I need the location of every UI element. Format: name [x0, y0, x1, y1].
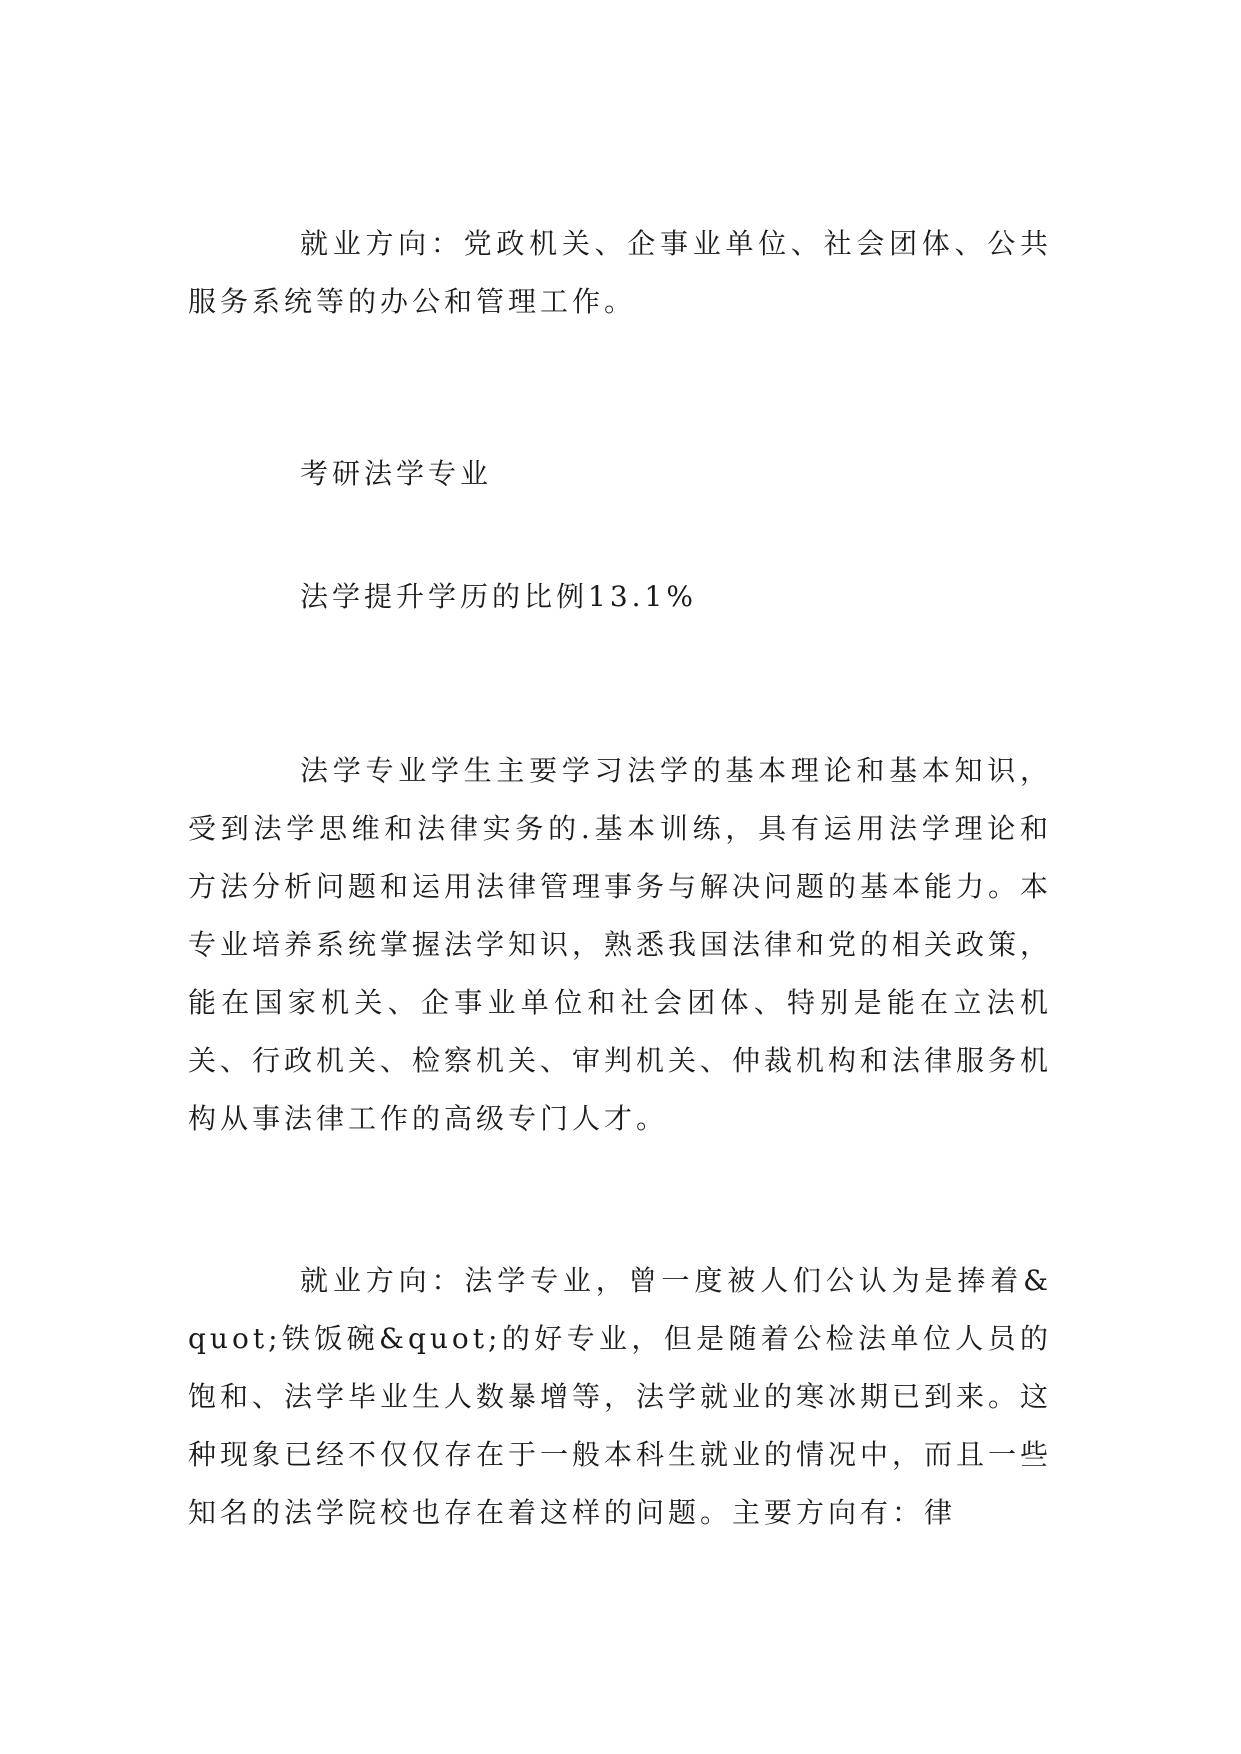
law-employment-paragraph: 就业方向：法学专业，曾一度被人们公认为是捧着&quot;铁饭碗&quot;的好专业，但是随着公检法单位人员的饱和、法学毕业生人数暴增等，法学就业的寒冰期已到来。这种现象已经不仅仅存在于一般本科生就业的情况中，而且一些知名的法学院校也存在着这样的问题。主要方向有：律: [188, 1264, 1053, 1529]
employment-direction-paragraph: 就业方向：党政机关、企事业单位、社会团体、公共服务系统等的办公和管理工作。: [188, 227, 1052, 318]
section-heading-postgraduate-law: 考研法学专业: [300, 457, 493, 490]
law-major-description-paragraph: 法学专业学生主要学习法学的基本理论和基本知识，受到法学思维和法律实务的.基本训练，具有运用法学理论和方法分析问题和运用法律管理事务与解决问题的基本能力。本专业培养系统掌握法学知识，熟悉我国法律和党的相关政策，能在国家机关、企事业单位和社会团体、特别是能在立法机关、行政机关、检察机关、审判机关、仲裁机构和法律服务机构从事法律工作的高级专门人才。: [188, 754, 1053, 1135]
section-heading-degree-ratio: 法学提升学历的比例13.1%: [300, 580, 697, 613]
